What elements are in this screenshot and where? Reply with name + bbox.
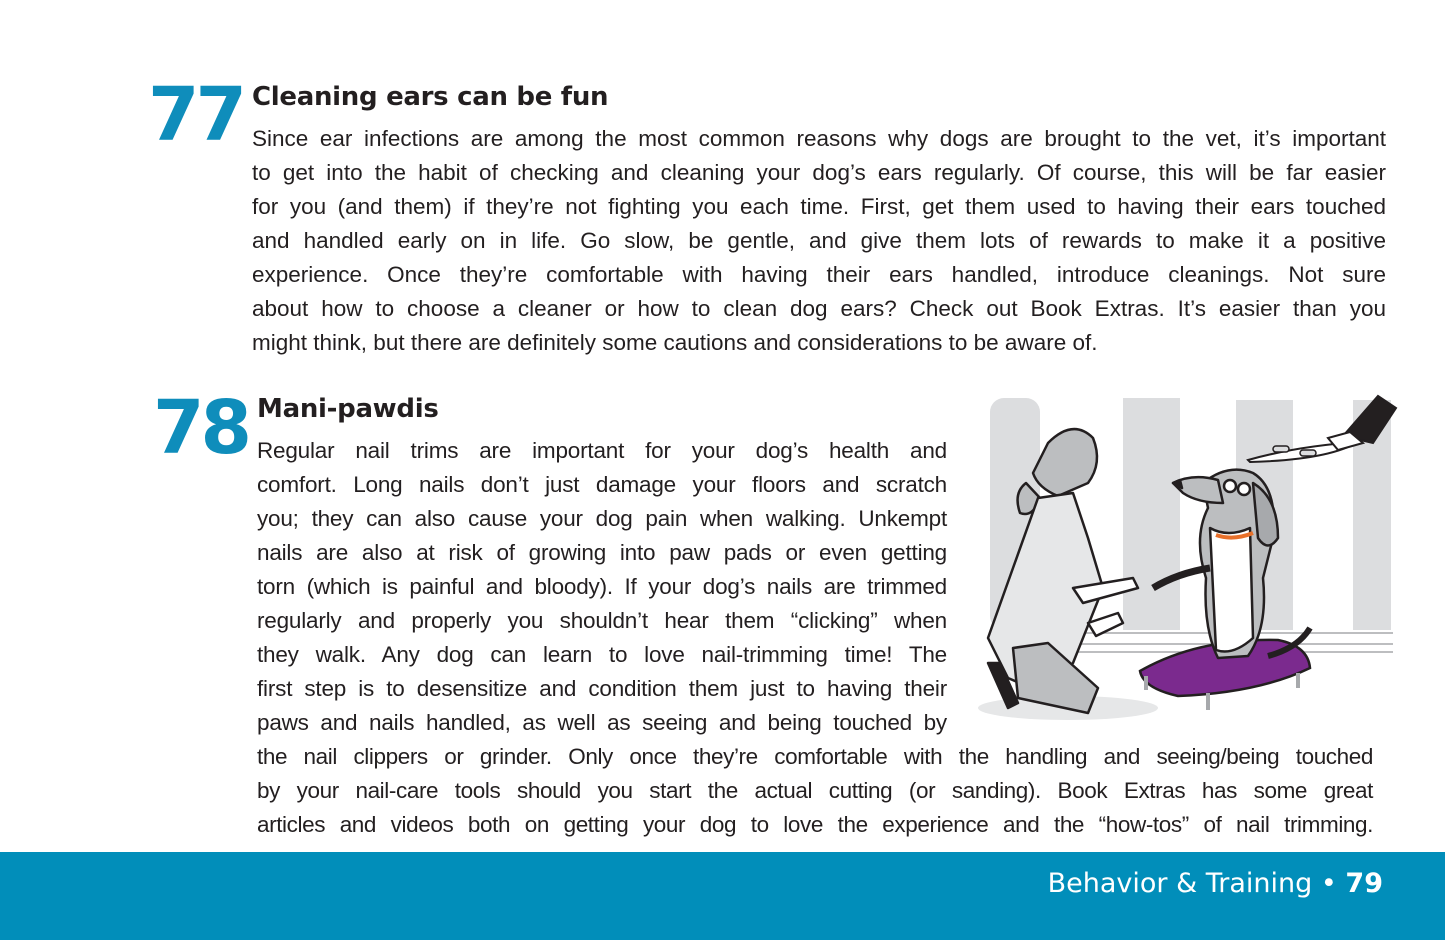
body-line: might think, but there are definitely some cautions and considerations to be aware of. xyxy=(252,330,1098,355)
body-line: regularly and properly you shouldn’t hear them “clicking” when xyxy=(257,608,947,633)
body-line: articles and videos both on getting your dog to love the experience and the “how-tos” of nail trimming. xyxy=(257,812,1373,837)
tip-title: Cleaning ears can be fun xyxy=(252,82,609,112)
tip-number: 77 xyxy=(148,72,243,158)
body-line: you; they can also cause your dog pain when walking. Unkempt xyxy=(257,506,947,531)
body-line: Since ear infections are among the most common reasons why dogs are brought to the vet, it’s important xyxy=(252,126,1386,151)
body-line: Regular nail trims are important for your dog’s health and xyxy=(257,438,947,463)
body-line: to get into the habit of checking and cleaning your dog’s ears regularly. Of course, this will be far easier xyxy=(252,160,1386,185)
section-name: Behavior & Training xyxy=(1047,868,1313,899)
page-number: 79 xyxy=(1345,868,1383,899)
body-line: paws and nails handled, as well as seeing and being touched by xyxy=(257,710,947,735)
body-line: by your nail-care tools should you start the actual cutting (or sanding). Book Extras has some great xyxy=(257,778,1373,803)
tip-number: 78 xyxy=(153,385,248,471)
footer-bar xyxy=(0,852,1445,940)
footer-separator: • xyxy=(1320,868,1337,899)
body-line: for you (and them) if they’re not fighting you each time. First, get them used to having their ears touched xyxy=(252,194,1386,219)
body-line: experience. Once they’re comfortable with having their ears handled, introduce cleanings. Not sure xyxy=(252,262,1386,287)
body-line: torn (which is painful and bloody). If your dog’s nails are trimmed xyxy=(257,574,947,599)
body-line: the nail clippers or grinder. Only once they’re comfortable with the handling and seeing/being touched xyxy=(257,744,1373,769)
body-line: they walk. Any dog can learn to love nail-trimming time! The xyxy=(257,642,947,667)
running-footer xyxy=(1048,868,1383,899)
nail-trimming-illustration xyxy=(978,388,1398,733)
body-line: and handled early on in life. Go slow, be gentle, and give them lots of rewards to make it a positive xyxy=(252,228,1386,253)
body-line: nails are also at risk of growing into paw pads or even getting xyxy=(257,540,947,565)
tip-body xyxy=(252,122,1386,360)
tip-title: Mani-pawdis xyxy=(257,394,439,424)
body-line: first step is to desensitize and condition them just to having their xyxy=(257,676,947,701)
tip-body-wide xyxy=(257,740,1373,842)
tip-body-narrow xyxy=(257,434,947,740)
body-line: comfort. Long nails don’t just damage your floors and scratch xyxy=(257,472,947,497)
body-line: about how to choose a cleaner or how to clean dog ears? Check out Book Extras. It’s easier than you xyxy=(252,296,1386,321)
